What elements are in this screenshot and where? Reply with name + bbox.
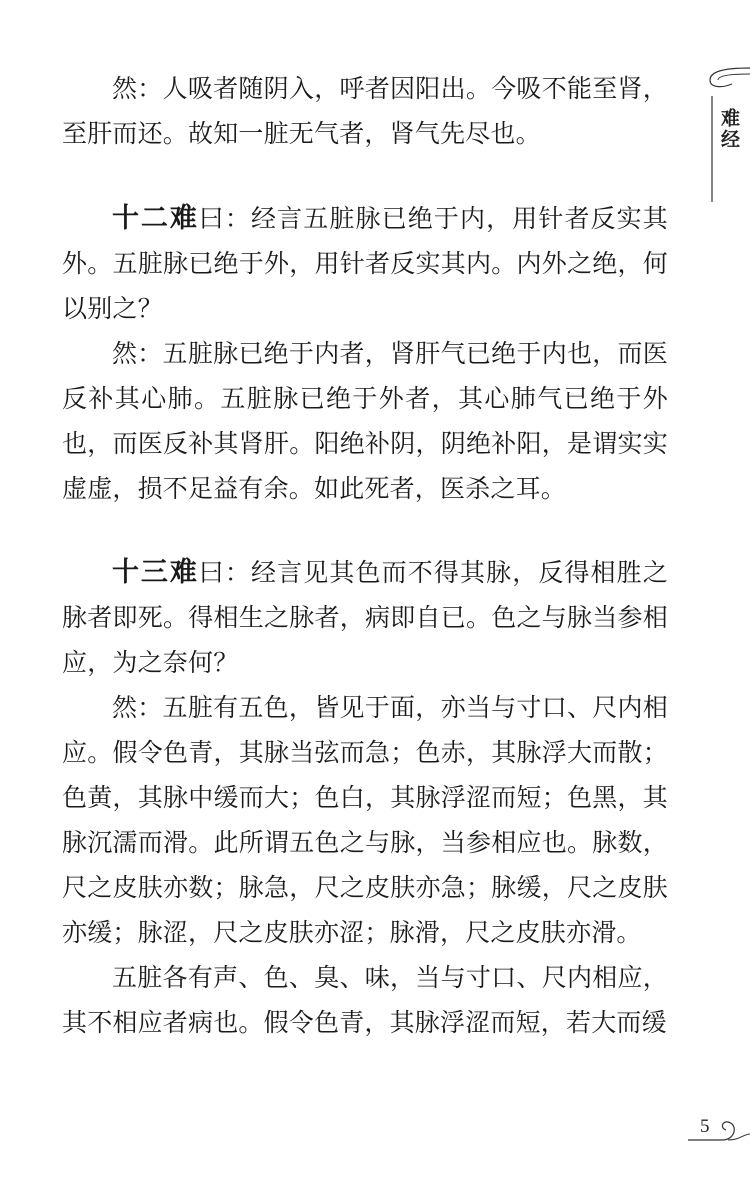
side-tab	[692, 62, 750, 202]
paragraph: 然：五脏有五色，皆见于面，亦当与寸口、尺内相应。假令色青，其脉当弦而急；色赤，其脉浮大而散；色黄，其脉中缓而大；色白，其脉浮涩而短；色黑，其脉沉濡而滑。此所谓五色之与脉，当参相应也。脉数，尺之皮肤亦数；脉急，尺之皮肤亦急；脉缓，尺之皮肤亦缓；脉涩，尺之皮肤亦涩；脉滑，尺之皮肤亦滑。	[62, 693, 668, 947]
section-heading: 十二难	[112, 203, 199, 234]
section-heading: 十三难	[112, 557, 199, 588]
paragraph-text: 曰：经言五脏脉已绝于内，用针者反实其外。五脏脉已绝于外，用针者反实其内。内外之绝，何以别之？	[62, 204, 668, 323]
side-title: 难经	[718, 108, 740, 150]
paragraph-text: 曰：经言见其色而不得其脉，反得相胜之脉者即死。得相生之脉者，病即自已。色之与脉当参相应，为之奈何？	[62, 558, 668, 677]
section-twelve	[62, 196, 668, 511]
paragraph	[62, 550, 668, 685]
page-number-tab	[688, 1110, 750, 1152]
paragraph: 五脏各有声、色、臭、味，当与寸口、尺内相应，其不相应者病也。假令色青，其脉浮涩而短，若大而缓	[62, 963, 668, 1037]
text-block-1	[62, 66, 668, 156]
section-thirteen	[62, 550, 668, 1045]
paragraph	[62, 196, 668, 331]
page-number: 5	[700, 1116, 710, 1137]
paragraph: 然：五脏脉已绝于内者，肾肝气已绝于内也，而医反补其心肺。五脏脉已绝于外者，其心肺气已绝于外也，而医反补其肾肝。阳绝补阴，阴绝补阳，是谓实实虚虚，损不足益有余。如此死者，医杀之耳。	[62, 339, 668, 503]
page-number-ornament-icon	[688, 1110, 750, 1152]
paragraph: 然：人吸者随阴入，呼者因阳出。今吸不能至肾，至肝而还。故知一脏无气者，肾气先尽也。	[62, 74, 668, 148]
